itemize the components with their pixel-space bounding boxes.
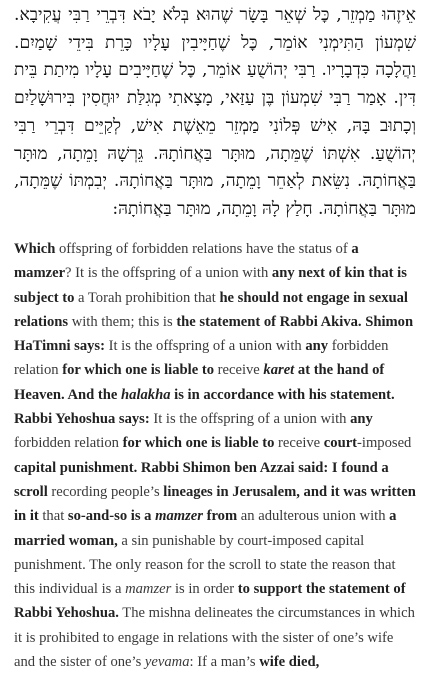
translation-segment: -imposed — [357, 435, 412, 452]
translation-segment: is in order — [171, 581, 238, 598]
bold-translation-segment: any — [350, 411, 373, 428]
bold-translation-segment: for which one is liable to — [122, 435, 275, 452]
bold-translation-segment: lineages in Jerusalem, and it was written in it — [14, 483, 416, 525]
translation-segment: offspring of forbidden relations have the status of — [55, 241, 352, 257]
translation-segment: that — [38, 508, 68, 525]
bold-translation-segment: wife died, — [259, 654, 320, 671]
translation-segment: a sin punishable by court-imposed capital punishment. The only reason for the scroll to state the reason that this individual is a — [14, 532, 396, 598]
bold-translation-segment: to support the statement of Rabbi Yehoshua. — [14, 581, 406, 622]
translation-segment: with them; this is — [68, 313, 177, 330]
bold-translation-segment: court — [323, 435, 358, 452]
bold-translation-segment: the statement of Rabbi Akiva. Shimon HaTimni says: — [14, 313, 414, 355]
english-translation — [14, 237, 416, 674]
bold-translation-segment: Which — [14, 241, 56, 257]
bold-translation-segment: so-and-so is a — [67, 508, 156, 525]
translation-segment: The mishna delineates the circumstances in which it is prohibited to engage in relations with the sister of one’s wife and the sister of one’s — [14, 605, 415, 671]
translation-segment: recording people’s — [47, 483, 164, 500]
italic-term: mamzer — [125, 581, 172, 598]
bold-translation-segment: any next of kin that is subject to — [14, 265, 407, 306]
bold-translation-segment: a mamzer — [14, 241, 359, 282]
bold-translation-segment: a married woman, — [14, 508, 397, 549]
bold-italic-term: mamzer — [155, 508, 203, 525]
translation-segment: an adulterous union with — [237, 508, 390, 525]
bold-italic-term: halakha — [121, 386, 171, 403]
translation-segment: forbidden relation — [14, 435, 123, 452]
translation-segment: receive — [214, 362, 264, 379]
translation-segment: : If a man’s — [189, 654, 260, 671]
bold-translation-segment: he should not engage in sexual relations — [14, 289, 408, 330]
bold-translation-segment: is in accordance with his statement. Rabbi Yehoshua says: — [14, 386, 395, 428]
italic-term: yevama — [144, 654, 190, 671]
translation-segment: It is the offspring of a union with — [149, 411, 351, 428]
translation-segment: receive — [274, 435, 324, 452]
bold-translation-segment: from — [202, 508, 238, 525]
translation-segment: a Torah prohibition that — [74, 289, 220, 306]
bold-translation-segment: at the hand of Heaven. And the — [14, 362, 385, 403]
bold-italic-term: karet — [263, 362, 295, 379]
bold-translation-segment: any — [305, 338, 329, 355]
hebrew-mishna-text: אֵיזֶהוּ מַמְזֵר, כׇּל שְׁאֵר בָּשָׂר שֶׁהוּא בְּלֹא יָבֹא דִּבְרֵי רַבִּי עֲקִיבָא. שִׁמְעוֹן הַתִּימְנִי אוֹמֵר, כׇּל שֶׁחַיָּיבִין עָלָיו כָּרֵת בִּידֵי שָׁמַיִם. וַהֲלָכָה כִּדְבָרָיו. רַבִּי יְהוֹשֻׁעַ אוֹמֵר, כׇּל שֶׁחַיָּיבִים עָלָיו מִיתַת בֵּית דִּין. אָמַר רַבִּי שִׁמְעוֹן בֶּן עַזַּאי, מָצָאתִי מְגִלַּת יוּחֲסִין בִּירוּשָׁלַיִם וְכָתוּב בָּהּ, אִישׁ פְּלוֹנִי מַמְזֵר מֵאֵשֶׁת אִישׁ, לְקַיֵּים דִּבְרֵי רַבִּי יְהוֹשֻׁעַ. אִשְׁתּוֹ שֶׁמֵּתָה, מוּתָּר בַּאֲחוֹתָהּ. גֵּרְשָׁהּ וָמֵתָה, מוּתָּר בַּאֲחוֹתָהּ. נִשֵּׂאת לְאַחֵר וָמֵתָה, מוּתָּר בַּאֲחוֹתָהּ. יְבִמְתּוֹ שֶׁמֵּתָה, מוּתָּר בַּאֲחוֹתָהּ. חָלַץ לָהּ וָמֵתָה, מוּתָּר בַּאֲחוֹתָהּ: — [14, 5, 416, 219]
translation-segment: forbidden relation — [14, 338, 389, 379]
bold-translation-segment: capital punishment. Rabbi Shimon ben Azzai said: I found a scroll — [14, 459, 389, 500]
bold-translation-segment: for which one is liable to — [62, 362, 214, 379]
translation-segment: It is the offspring of a union with — [104, 338, 306, 355]
translation-segment: ? It is the offspring of a union with — [65, 265, 272, 282]
